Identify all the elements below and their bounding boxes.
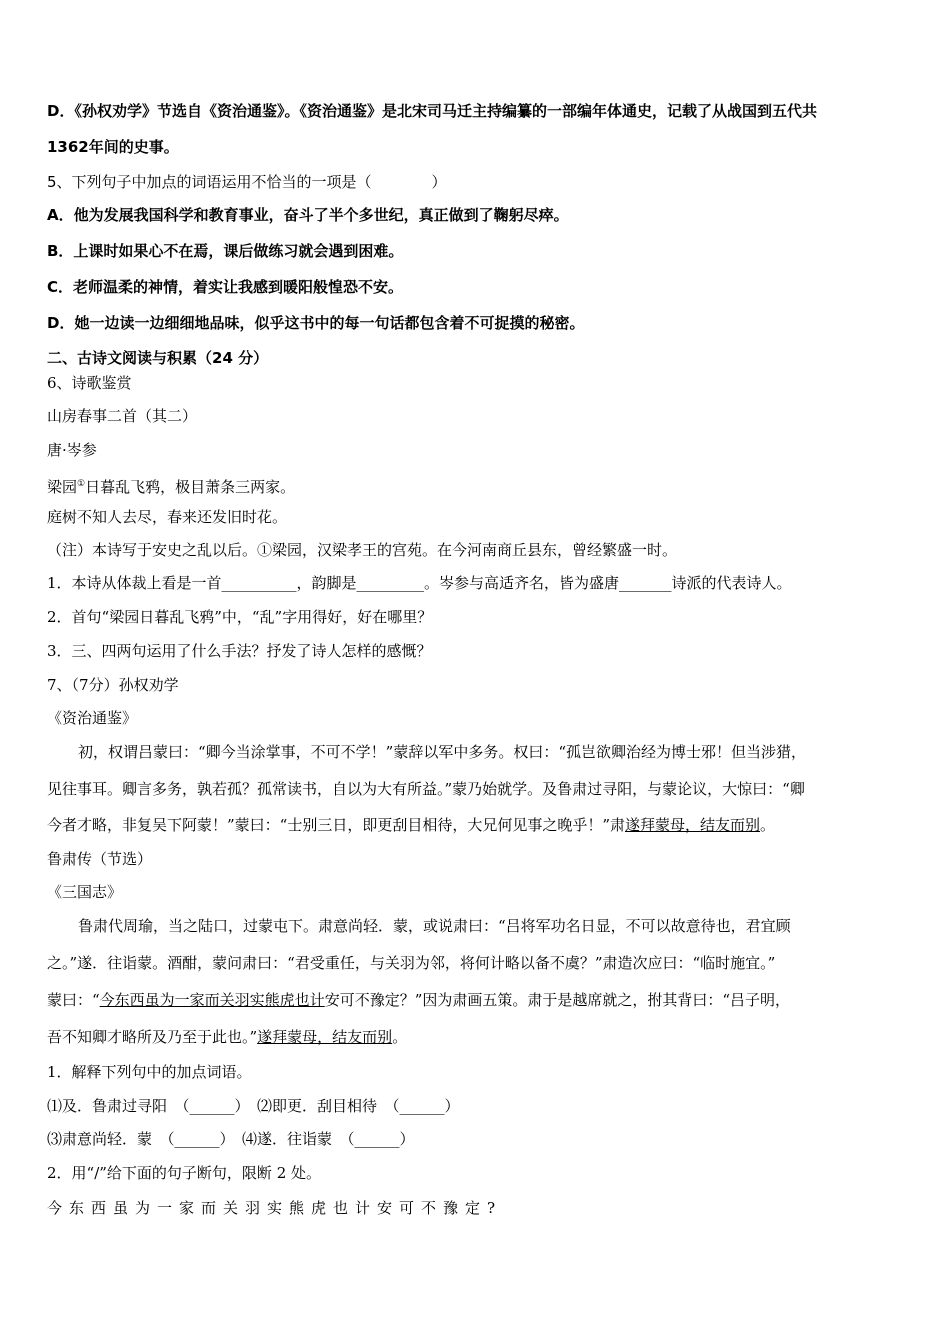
source-title-1: 《资治通鉴》	[47, 709, 138, 727]
q7-sub-2: 2．用“/”给下面的句子断句，限断 2 处。	[47, 1164, 322, 1182]
passage-2-line-1: 鲁肃代周瑜，当之陆口，过蒙屯下。肃意尚轻．蒙，或说肃曰：“吕将军功名日显，不可以故意待也，君宜顾	[78, 917, 791, 935]
passage-2-line-4-a: 吾不知卿才略所及乃至于此也。”	[47, 1028, 258, 1046]
q7-sub-2-sentence: 今东西虽为一家而关羽实熊虎也计安可不豫定?	[47, 1199, 503, 1217]
poem-author: 唐·岑参	[47, 441, 97, 459]
q5-option-d: D．她一边读一边细细地品味，似乎这书中的每一句话都包含着不可捉摸的秘密。	[47, 314, 585, 332]
passage-2-line-2: 之。”遂．往诣蒙。酒酣，蒙问肃曰：“君受重任，与关羽为邻，将何计略以备不虞？”肃造次应曰：“临时施宜。”	[47, 954, 776, 972]
passage-1-line-3	[47, 815, 775, 835]
source-title-2: 《三国志》	[47, 883, 123, 901]
q6-sub-1: 1．本诗从体裁上看是一首__________，韵脚是_________。岑参与高适齐名，皆为盛唐_______诗派的代表诗人。	[47, 574, 792, 592]
q4-option-d-cont: 1362年间的史事。	[47, 138, 179, 156]
passage-1-line-3-text: 今者才略，非复吴下阿蒙！”蒙曰：“士别三日，即更刮目相待，大兄何见事之晚乎！”肃	[47, 816, 626, 834]
poem-title: 山房春事二首（其二）	[47, 407, 198, 425]
q7-sub-1-row-1: ⑴及．鲁肃过寻阳 （______） ⑵即更．刮目相待 （______）	[47, 1097, 460, 1115]
passage-2-line-3-a: 蒙曰：“	[47, 991, 100, 1009]
footnote-marker: ①	[77, 479, 86, 489]
q5-option-b: B．上课时如果心不在焉，课后做练习就会遇到困难。	[47, 242, 404, 260]
q7-stem: 7、（7分）孙权劝学	[47, 676, 179, 694]
underlined-sentence: 遂拜蒙母，结友而别	[625, 816, 761, 834]
q7-sub-1-row-2: ⑶肃意尚轻．蒙 （______） ⑷遂．往诣蒙 （______）	[47, 1130, 415, 1148]
underlined-sentence: 遂拜蒙母，结友而别	[257, 1028, 393, 1046]
poem-line-2: 庭树不知人去尽，春来还发旧时花。	[47, 508, 288, 526]
poem-note: （注）本诗写于安史之乱以后。①梁园，汉梁孝王的宫苑。在今河南商丘县东，曾经繁盛一时。	[47, 541, 678, 559]
q6-sub-2: 2．首句“梁园日暮乱飞鸦”中，“乱”字用得好，好在哪里？	[47, 608, 433, 626]
q4-option-d: D．《孙权劝学》节选自《资治通鉴》。《资治通鉴》是北宋司马迁主持编纂的一部编年体通史，记载了从战国到五代共	[47, 102, 817, 120]
q6-stem: 6、诗歌鉴赏	[47, 374, 132, 392]
underlined-sentence: 今东西虽为一家而关羽实熊虎也计	[99, 991, 325, 1009]
passage-1-line-2: 见往事耳。卿言多务，孰若孤？孤常读书，自以为大有所益。”蒙乃始就学。及鲁肃过寻阳，与蒙论议，大惊曰：“卿	[47, 780, 805, 798]
poem-line-1-a: 梁园	[47, 478, 78, 496]
poem-line-1	[47, 474, 295, 497]
q5-option-c: C．老师温柔的神情，着实让我感到暖阳般惶恐不安。	[47, 278, 404, 296]
q5-option-a: A．他为发展我国科学和教育事业，奋斗了半个多世纪，真正做到了鞠躬尽瘁。	[47, 206, 569, 224]
q5-stem: 5、下列句子中加点的词语运用不恰当的一项是（ ）	[47, 173, 447, 191]
passage-1-line-1: 初，权谓吕蒙曰：“卿今当涂掌事，不可不学！”蒙辞以军中多务。权曰：“孤岂欲卿治经为博士邪！但当涉猎，	[78, 743, 807, 761]
passage-2-line-3-b: 安可不豫定？”因为肃画五策。肃于是越席就之，拊其背曰：“吕子明，	[324, 991, 791, 1009]
section-heading: 二、古诗文阅读与积累（24 分）	[47, 349, 269, 367]
passage-2-line-3	[47, 990, 790, 1010]
q7-sub-1: 1．解释下列句中的加点词语。	[47, 1063, 252, 1081]
punctuation: 。	[392, 1028, 408, 1046]
text-title-2: 鲁肃传（节选）	[47, 850, 153, 868]
poem-line-1-b: 日暮乱飞鸦，极目萧条三两家。	[85, 478, 296, 496]
q6-sub-3: 3．三、四两句运用了什么手法？抒发了诗人怎样的感慨？	[47, 642, 432, 660]
punctuation: 。	[760, 816, 776, 834]
passage-2-line-4	[47, 1027, 407, 1047]
